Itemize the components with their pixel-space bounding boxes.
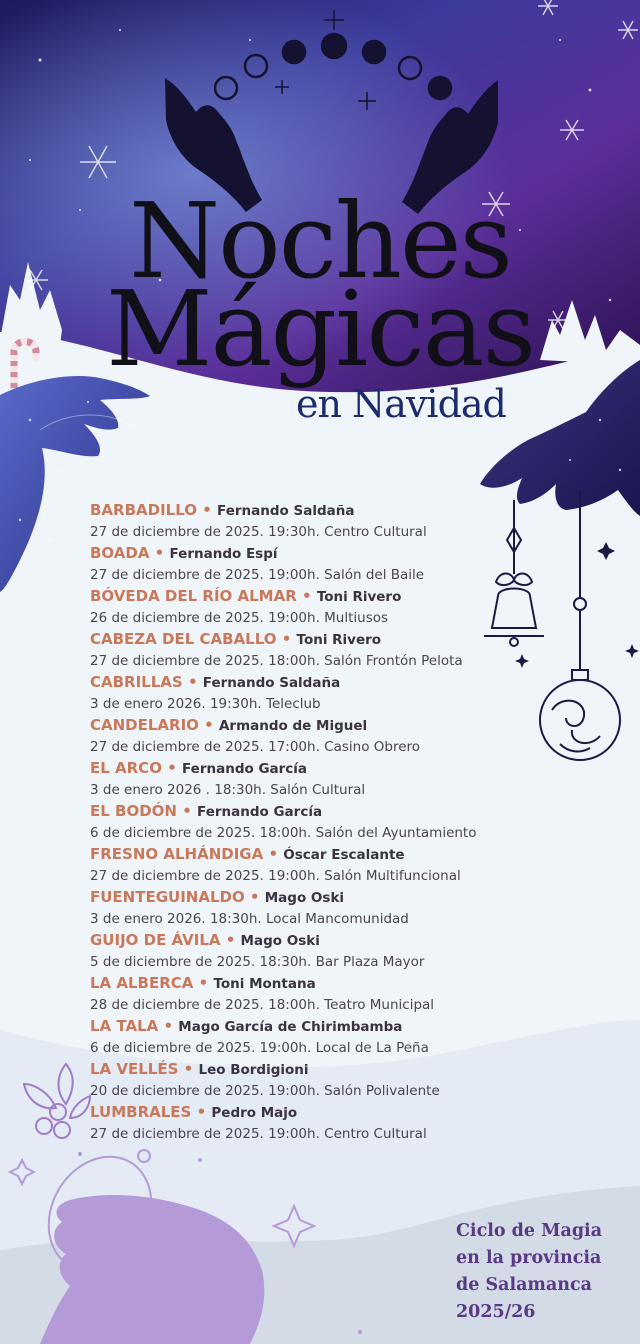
event-item bbox=[90, 758, 490, 801]
title-magicas: Mágicas bbox=[106, 268, 534, 390]
event-town: FUENTEGUINALDO bbox=[90, 888, 245, 906]
event-detail: 3 de enero 2026 . 18:30h. Salón Cultural bbox=[90, 782, 366, 798]
event-town: LA VELLÉS bbox=[90, 1060, 179, 1078]
footer-line: en la provincia bbox=[456, 1248, 602, 1268]
separator-dot: • bbox=[276, 630, 297, 648]
event-detail: 27 de diciembre de 2025. 19:00h. Salón Multifuncional bbox=[90, 868, 461, 884]
event-artist: Fernando Espí bbox=[169, 546, 278, 562]
title-noches: Noches bbox=[129, 180, 511, 302]
event-artist: Leo Bordigioni bbox=[198, 1062, 309, 1078]
event-detail: 3 de enero 2026. 19:30h. Teleclub bbox=[90, 696, 321, 712]
event-artist: Armando de Miguel bbox=[218, 718, 368, 734]
event-town: LA ALBERCA bbox=[90, 974, 194, 992]
bauble-ornament-icon bbox=[540, 490, 620, 760]
event-artist: Fernando Saldaña bbox=[202, 675, 341, 691]
event-detail: 27 de diciembre de 2025. 17:00h. Casino Obrero bbox=[90, 739, 421, 755]
event-artist: Pedro Majo bbox=[211, 1105, 298, 1121]
event-item bbox=[90, 1102, 490, 1145]
event-town: BÓVEDA DEL RÍO ALMAR bbox=[90, 587, 297, 605]
event-detail: 27 de diciembre de 2025. 19:00h. Salón del Baile bbox=[90, 567, 425, 583]
event-item bbox=[90, 1016, 490, 1059]
event-item bbox=[90, 844, 490, 887]
footer-line: de Salamanca bbox=[456, 1275, 593, 1295]
event-item bbox=[90, 973, 490, 1016]
separator-dot: • bbox=[158, 1017, 179, 1035]
footer-season: 2025/26 bbox=[456, 1302, 536, 1322]
event-item bbox=[90, 801, 490, 844]
event-artist: Fernando Saldaña bbox=[217, 503, 355, 519]
event-artist: Mago García de Chirimbamba bbox=[178, 1019, 403, 1035]
event-detail: 27 de diciembre de 2025. 19:00h. Centro Cultural bbox=[90, 1126, 427, 1142]
event-item bbox=[90, 930, 490, 973]
event-town: CANDELARIO bbox=[90, 716, 199, 734]
event-item bbox=[90, 672, 490, 715]
separator-dot: • bbox=[263, 845, 284, 863]
separator-dot: • bbox=[220, 931, 241, 949]
separator-dot: • bbox=[296, 587, 317, 605]
event-item bbox=[90, 629, 490, 672]
event-town: GUIJO DE ÁVILA bbox=[90, 931, 221, 949]
event-artist: Fernando García bbox=[182, 761, 308, 777]
event-list bbox=[90, 500, 490, 1145]
event-artist: Toni Rivero bbox=[316, 589, 402, 605]
separator-dot: • bbox=[176, 802, 198, 820]
event-artist: Toni Rivero bbox=[296, 632, 382, 648]
event-detail: 3 de enero 2026. 18:30h. Local Mancomunidad bbox=[90, 911, 409, 927]
bell-ornament-icon bbox=[484, 500, 544, 646]
event-item bbox=[90, 500, 490, 543]
separator-dot: • bbox=[191, 1103, 212, 1121]
event-town: FRESNO ALHÁNDIGA bbox=[90, 845, 264, 863]
footer-cycle-info bbox=[456, 1218, 636, 1326]
event-artist: Mago Oski bbox=[264, 890, 345, 906]
event-artist: Toni Montana bbox=[213, 976, 316, 992]
separator-dot: • bbox=[197, 501, 218, 519]
event-detail: 28 de diciembre de 2025. 18:00h. Teatro Municipal bbox=[90, 997, 435, 1013]
separator-dot: • bbox=[182, 673, 203, 691]
event-town: LUMBRALES bbox=[90, 1103, 192, 1121]
event-artist: Fernando García bbox=[197, 804, 323, 820]
event-detail: 27 de diciembre de 2025. 19:30h. Centro Cultural bbox=[90, 524, 427, 540]
event-item bbox=[90, 586, 490, 629]
event-item bbox=[90, 1059, 490, 1102]
title-en-navidad: en Navidad bbox=[296, 382, 506, 426]
event-detail: 26 de diciembre de 2025. 19:00h. Multiusos bbox=[90, 610, 389, 626]
event-town: CABRILLAS bbox=[90, 673, 183, 691]
event-artist: Mago Oski bbox=[240, 933, 320, 949]
separator-dot: • bbox=[178, 1060, 199, 1078]
event-town: LA TALA bbox=[90, 1017, 159, 1035]
separator-dot: • bbox=[198, 716, 219, 734]
event-town: CABEZA DEL CABALLO bbox=[90, 630, 277, 648]
separator-dot: • bbox=[149, 544, 170, 562]
event-town: EL BODÓN bbox=[90, 802, 177, 820]
event-detail: 6 de diciembre de 2025. 19:00h. Local de La Peña bbox=[90, 1040, 429, 1056]
event-item bbox=[90, 715, 490, 758]
separator-dot: • bbox=[193, 974, 214, 992]
event-artist: Óscar Escalante bbox=[283, 847, 405, 863]
event-detail: 27 de diciembre de 2025. 18:00h. Salón Frontón Pelota bbox=[90, 653, 463, 669]
separator-dot: • bbox=[244, 888, 265, 906]
event-detail: 6 de diciembre de 2025. 18:00h. Salón del Ayuntamiento bbox=[90, 825, 477, 841]
event-item bbox=[90, 887, 490, 930]
event-town: BOADA bbox=[90, 544, 150, 562]
footer-line: Ciclo de Magia bbox=[456, 1221, 603, 1241]
event-detail: 20 de diciembre de 2025. 19:00h. Salón Polivalente bbox=[90, 1083, 440, 1099]
event-town: BARBADILLO bbox=[90, 501, 197, 519]
event-detail: 5 de diciembre de 2025. 18:30h. Bar Plaza Mayor bbox=[90, 954, 425, 970]
separator-dot: • bbox=[161, 759, 182, 777]
event-town: EL ARCO bbox=[90, 759, 162, 777]
event-item bbox=[90, 543, 490, 586]
sparkle-icon bbox=[515, 542, 639, 668]
